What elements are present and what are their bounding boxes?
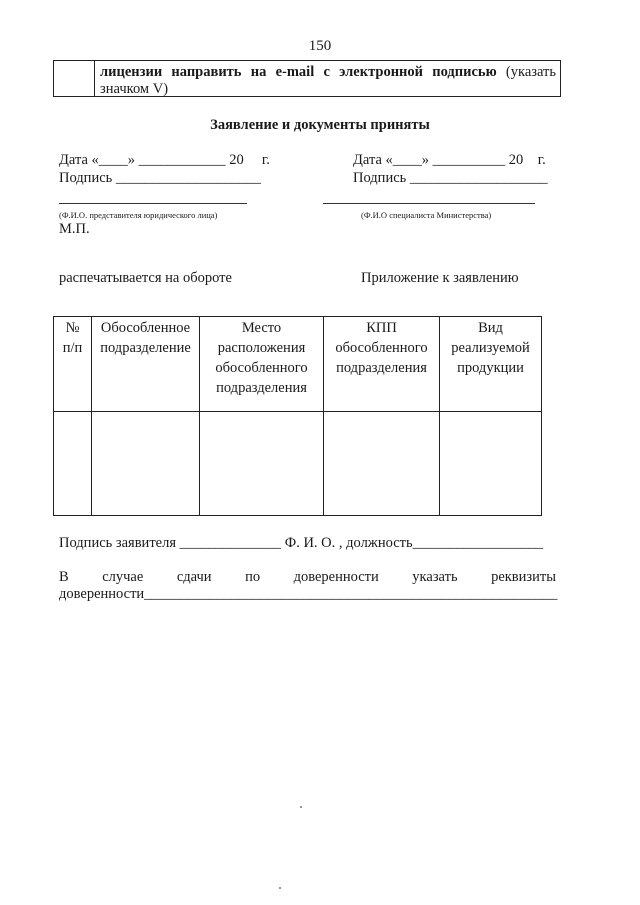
table-cell-product-type[interactable] xyxy=(440,412,542,516)
left-signature-field: Подпись ____________________ xyxy=(59,170,261,186)
header-product-type: Вид реализуемой продукции xyxy=(440,317,542,412)
stamp-label: М.П. xyxy=(59,221,90,237)
left-name-line xyxy=(59,203,247,204)
right-name-caption: (Ф.И.О специалиста Министерства) xyxy=(361,210,492,220)
appendix-title: Приложение к заявлению xyxy=(361,270,519,286)
right-name-line xyxy=(323,203,535,204)
proxy-instructions: В случае сдачи по доверенности указать реквизиты xyxy=(59,569,556,585)
row-number-cell xyxy=(54,61,95,96)
table-cell-subdivision[interactable] xyxy=(92,412,200,516)
table-cell-number[interactable] xyxy=(54,412,92,516)
right-signature-field: Подпись ___________________ xyxy=(353,170,548,186)
applicant-signature-line: Подпись заявителя ______________ Ф. И. О. , должность__________________ xyxy=(59,535,544,551)
subdivisions-table xyxy=(53,316,542,516)
scan-speck xyxy=(279,887,281,889)
license-email-text xyxy=(95,61,560,96)
header-kpp: КПП обособленного подразделения xyxy=(324,317,440,412)
page-number: 150 xyxy=(308,38,332,54)
header-subdivision: Обособленное подразделение xyxy=(92,317,200,412)
license-email-hint-2: значком V) xyxy=(100,81,169,97)
accepted-heading: Заявление и документы приняты xyxy=(210,117,430,133)
proxy-details-line: доверенности_________________________________________________________ xyxy=(59,586,558,602)
table-header-row xyxy=(54,317,542,412)
table-cell-location[interactable] xyxy=(200,412,324,516)
table-row xyxy=(54,412,542,516)
right-date-field: Дата «____» __________ 20 г. xyxy=(353,152,546,168)
license-email-row xyxy=(53,60,561,97)
license-email-hint: (указать xyxy=(496,64,556,80)
left-date-field: Дата «____» ____________ 20 г. xyxy=(59,152,270,168)
table-cell-kpp[interactable] xyxy=(324,412,440,516)
scan-speck xyxy=(300,806,302,808)
printed-on-back-note: распечатывается на обороте xyxy=(59,270,232,286)
left-name-caption: (Ф.И.О. представителя юридического лица) xyxy=(59,210,218,220)
license-email-bold-text: лицензии направить на e-mail с электронной подписью xyxy=(100,64,497,80)
header-location: Место расположения обособленного подразделения xyxy=(200,317,324,412)
header-number: № п/п xyxy=(54,317,92,412)
